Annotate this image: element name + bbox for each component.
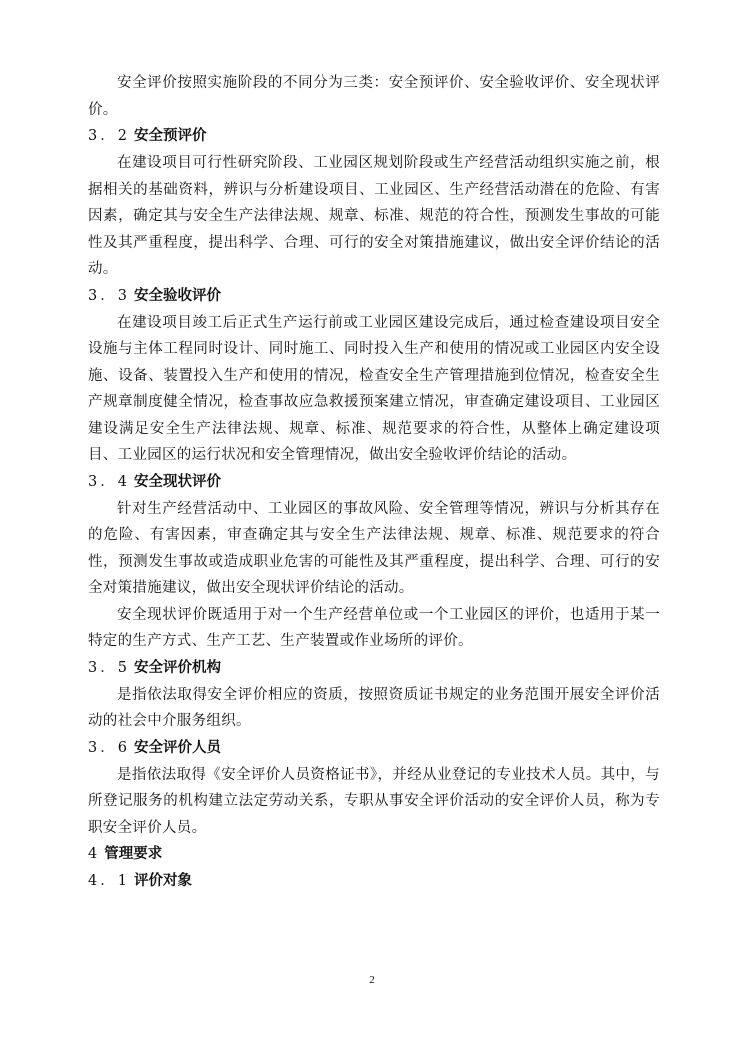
section-paragraph: 针对生产经营活动中、工业园区的事故风险、安全管理等情况，辨识与分析其存在的危险、有害因素，审查确定其与安全生产法律法规、规章、标准、规范要求的符合性，预测发生事故或造成职业危害的可能性及其严重程度，提出科学、合理、可行的安全对策措施建议，做出安全现状评价结论的活动。 [88,500,660,596]
section-paragraph: 在建设项目可行性研究阶段、工业园区规划阶段或生产经营活动组织实施之前，根据相关的基础资料，辨识与分析建设项目、工业园区、生产经营活动潜在的危险、有害因素，确定其与安全生产法律法规、规章、标准、规范的符合性，预测发生事故的可能性及其严重程度，提出科学、合理、可行的安全对策措施建议，做出安全评价结论的活动。 [88,155,660,277]
section-heading-3-3 [88,283,660,310]
section-title: 评价对象 [133,873,192,889]
section-number: 3．4 [88,473,130,490]
section-heading-3-2 [88,123,660,150]
document-body [88,70,660,895]
intro-paragraph: 安全评价按照实施阶段的不同分为三类：安全预评价、安全验收评价、安全现状评价。 [88,75,660,118]
section-paragraph: 在建设项目竣工后正式生产运行前或工业园区建设完成后，通过检查建设项目安全设施与主体工程同时设计、同时施工、同时投入生产和使用的情况或工业园区内安全设施、设备、装置投入生产和使用的情况，检查安全生产管理措施到位情况，检查安全生产规章制度健全情况，检查事故应急救援预案建立情况，审查确定建设项目、工业园区建设满足安全生产法律法规、规章、标准、规范要求的符合性，从整体上确定建设项目、工业园区的运行状况和安全管理情况，做出安全验收评价结论的活动。 [88,314,660,463]
section-number: 4 [88,846,101,862]
section-number: 3．6 [88,739,130,756]
section-paragraph: 是指依法取得《安全评价人员资格证书》，并经从业登记的专业技术人员。其中，与所登记服务的机构建立法定劳动关系，专职从事安全评价活动的安全评价人员，称为专职安全评价人员。 [88,766,660,836]
section-heading-3-5 [88,655,660,682]
section-heading-4 [88,841,660,868]
section-number: 3．5 [88,659,130,676]
section-title: 安全验收评价 [133,287,221,304]
section-title: 安全预评价 [133,128,207,144]
page-number: 2 [369,974,375,986]
section-title: 安全现状评价 [133,473,221,490]
section-heading-4-1 [88,868,660,895]
section-heading-3-4 [88,469,660,496]
section-title: 管理要求 [104,846,163,862]
section-number: 4．1 [88,873,130,889]
section-paragraph: 安全现状评价既适用于对一个生产经营单位或一个工业园区的评价，也适用于某一特定的生产方式、生产工艺、生产装置或作业场所的评价。 [88,606,660,649]
section-paragraph: 是指依法取得安全评价相应的资质，按照资质证书规定的业务范围开展安全评价活动的社会中介服务组织。 [88,686,660,729]
section-title: 安全评价机构 [133,659,221,676]
section-number: 3．2 [88,128,130,144]
section-title: 安全评价人员 [133,739,221,756]
section-heading-3-6 [88,735,660,762]
section-number: 3．3 [88,287,130,304]
